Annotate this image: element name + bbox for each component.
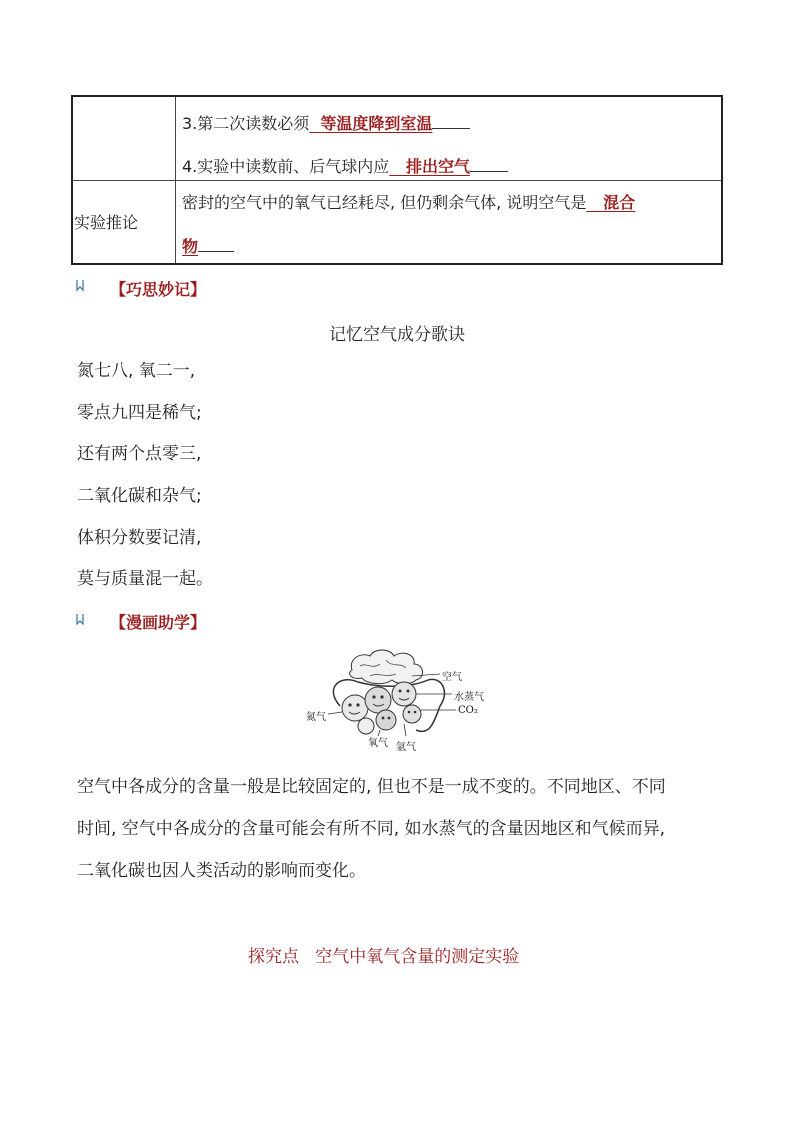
paragraph-line: 空气中各成分的含量一般是比较固定的, 但也不是一成不变的。不同地区、不同	[77, 777, 666, 797]
air-components-cartoon	[300, 648, 500, 752]
row-2-label: 实验推论	[74, 213, 139, 232]
rhyme-line: 二氧化碳和杂气;	[77, 486, 202, 506]
line-3-blank	[432, 110, 470, 129]
rhyme-line: 还有两个点零三,	[77, 444, 202, 464]
line-4-blank	[470, 153, 508, 172]
row-2-blank	[198, 233, 234, 252]
table-line-4	[182, 153, 508, 177]
paragraph-line: 二氧化碳也因人类活动的影响而变化。	[77, 861, 366, 881]
row-2-line-1	[182, 193, 635, 213]
line-3-prefix: 3.第二次读数必须	[182, 114, 310, 133]
rhyme-line: 氮七八, 氧二一,	[77, 361, 196, 381]
line-4-answer: 排出空气	[406, 157, 471, 176]
table-row-divider	[73, 180, 721, 181]
rhyme-line: 体积分数要记清,	[77, 528, 202, 548]
label-nitrogen: 氮气	[306, 712, 326, 723]
inquiry-label: 探究点	[248, 947, 299, 967]
rhyme-line: 莫与质量混一起。	[77, 569, 213, 589]
comic-heading: 【漫画助学】	[110, 613, 207, 632]
table-line-3	[182, 110, 470, 134]
experiment-table	[71, 95, 723, 265]
paragraph-line: 时间, 空气中各成分的含量可能会有所不同, 如水蒸气的含量因地区和气候而异,	[77, 819, 666, 839]
line-4-prefix: 4.实验中读数前、后气球内应	[182, 157, 390, 176]
inquiry-heading	[248, 942, 519, 967]
row-2-answer-part-1: 混合	[603, 193, 636, 212]
memory-tips-title: 记忆空气成分歌诀	[329, 325, 465, 345]
bookmark-marker-icon	[76, 614, 84, 629]
label-argon: 氩气	[396, 742, 416, 753]
label-water-vapor: 水蒸气	[454, 692, 484, 703]
label-air: 空气	[442, 672, 462, 683]
bookmark-marker-icon	[76, 280, 84, 295]
line-3-answer: 等温度降到室温	[320, 114, 433, 133]
label-co2: CO₂	[458, 705, 478, 716]
rhyme-line: 零点九四是稀气;	[77, 403, 202, 423]
row-2-answer-part-2: 物	[182, 237, 199, 256]
memory-tips-heading: 【巧思妙记】	[110, 280, 207, 299]
row-2-text: 密封的空气中的氧气已经耗尽, 但仍剩余气体, 说明空气是	[182, 193, 587, 212]
row-2-line-2	[182, 233, 234, 257]
label-oxygen: 氧气	[368, 738, 388, 749]
inquiry-title: 空气中氧气含量的测定实验	[315, 947, 520, 967]
